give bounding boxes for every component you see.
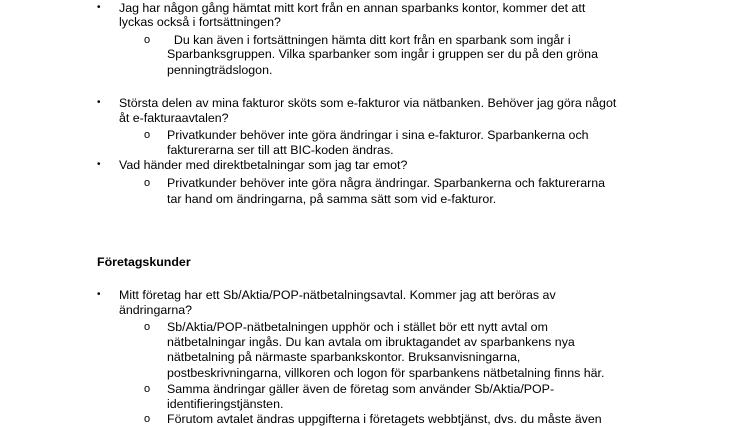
business-answer-2-line-1: Samma ändringar gäller även de företag som använder Sb/Aktia/POP-: [167, 382, 555, 396]
section-heading-business: Företagskunder: [97, 255, 191, 269]
answer-1-line-1: Du kan även i fortsättningen hämta ditt kort från en sparbank som ingår i: [167, 33, 571, 47]
bullet-marker: •: [97, 2, 101, 13]
business-answer-1-line-2: nätbetalningar ingås. Du kan avtala om ibruktagandet av sparbankens nya: [167, 335, 575, 349]
answer-1-line-3: penningträdslogon.: [167, 63, 273, 77]
sub-bullet-marker: o: [144, 177, 151, 189]
business-answer-2-line-2: identifieringstjänsten.: [167, 397, 284, 411]
answer-1-line-2: Sparbanksgruppen. Vilka sparbanker som ingår i gruppen ser du på den gröna: [167, 47, 598, 61]
answer-3-line-1: Privatkunder behöver inte göra några ändringar. Sparbankerna och fakturerarna: [167, 176, 606, 190]
business-question-line-2: ändringarna?: [119, 303, 193, 317]
sub-bullet-marker: o: [144, 383, 151, 395]
sub-bullet-marker: o: [144, 129, 151, 141]
business-answer-1-line-4: postbeskrivningarna, villkoren och logon för sparbankens nätbetalning finns här.: [167, 366, 605, 380]
sub-bullet-marker: o: [144, 321, 151, 333]
business-answer-1-line-1: Sb/Aktia/POP-nätbetalningen upphör och i stället bör ett nytt avtal om: [167, 320, 548, 334]
question-2-line-2: åt e-fakturaavtalen?: [119, 111, 229, 125]
answer-3-line-2: tar hand om ändringarna, på samma sätt som vid e-fakturor.: [167, 192, 497, 206]
question-1-line-1: Jag har någon gång hämtat mitt kort från en annan sparbanks kontor, kommer det att: [119, 1, 586, 15]
business-answer-1-line-3: nätbetalning på närmaste sparbankskontor. Bruksanvisningarna,: [167, 350, 521, 364]
question-1-line-2: lyckas också i fortsättningen?: [119, 15, 281, 29]
business-answer-3-line-1: Förutom avtalet ändras uppgifterna i företagets webbtjänst, dvs. du måste även: [167, 412, 602, 426]
bullet-marker: •: [97, 97, 101, 108]
answer-2-line-2: fakturerarna ser till att BIC-koden ändras.: [167, 143, 394, 157]
sub-bullet-marker: o: [144, 413, 151, 425]
sub-bullet-marker: o: [144, 34, 151, 46]
answer-2-line-1: Privatkunder behöver inte göra ändringar i sina e-fakturor. Sparbankerna och: [167, 128, 589, 142]
question-2-line-1: Största delen av mina fakturor sköts som e-fakturor via nätbanken. Behöver jag göra något: [119, 96, 617, 110]
bullet-marker: •: [97, 159, 101, 170]
bullet-marker: •: [97, 289, 101, 300]
business-question-line-1: Mitt företag har ett Sb/Aktia/POP-nätbetalningsavtal. Kommer jag att beröras av: [119, 288, 556, 302]
question-3-line-1: Vad händer med direktbetalningar som jag tar emot?: [119, 158, 408, 172]
